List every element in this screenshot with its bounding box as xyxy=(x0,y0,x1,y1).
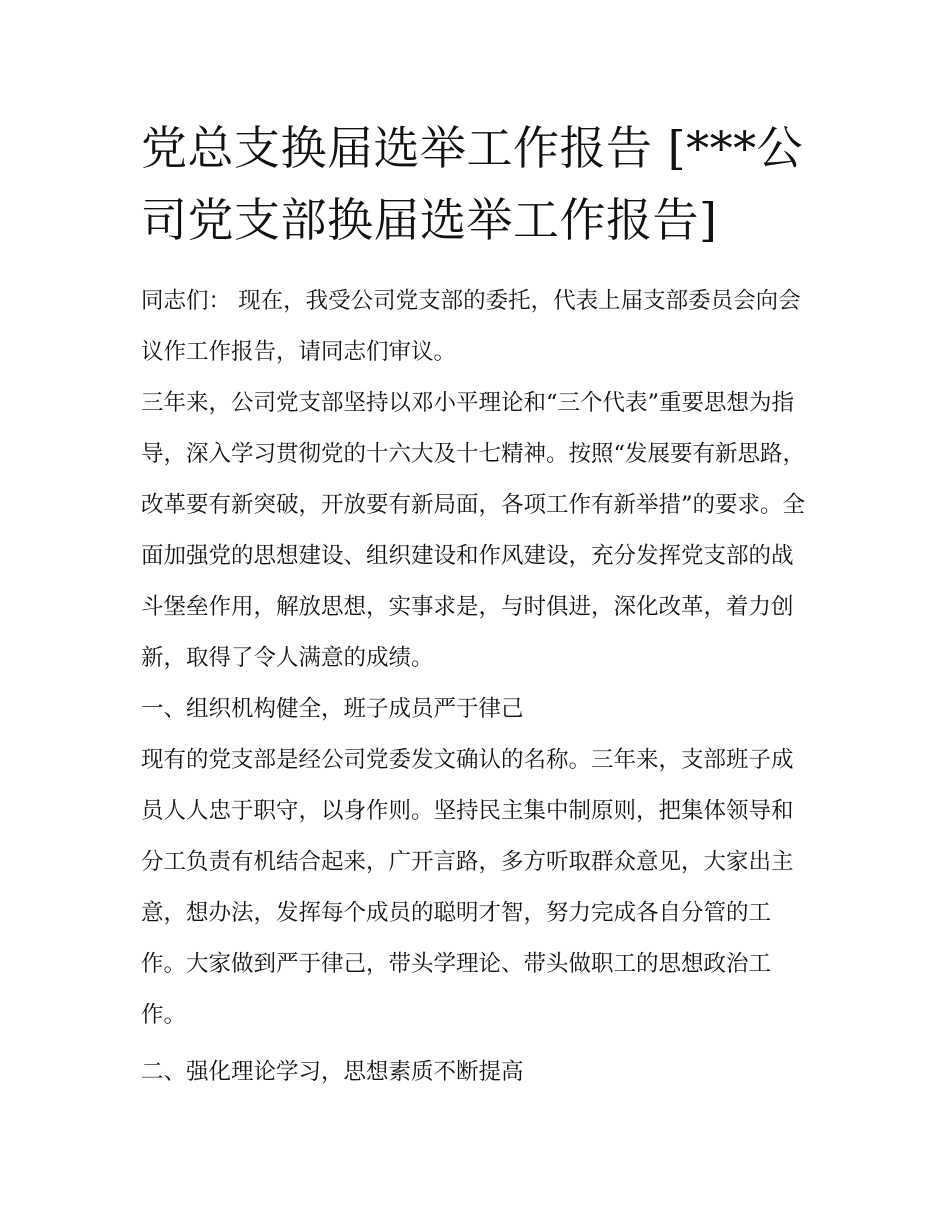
document-body xyxy=(141,276,813,1098)
section-1-paragraph: 现有的党支部是经公司党委发文确认的名称。三年来，支部班子成员人人忠于职守，以身作则。坚持民主集中制原则，把集体领导和分工负责有机结合起来，广开言路，多方听取群众意见，大家出主意，想办法，发挥每个成员的聪明才智，努力完成各自分管的工作。大家做到严于律己，带头学理论、带头做职工的思想政治工作。 xyxy=(141,747,794,1028)
section-heading-2: 二、强化理论学习，思想素质不断提高 xyxy=(141,1059,524,1085)
section-heading-1: 一、组织机构健全，班子成员严于律己 xyxy=(141,696,524,722)
summary-paragraph: 三年来，公司党支部坚持以邓小平理论和“三个代表”重要思想为指导，深入学习贯彻党的十六大及十七精神。按照“发展要有新思路，改革要有新突破，开放要有新局面，各项工作有新举措”的要求。全面加强党的思想建设、组织建设和作风建设，充分发挥党支部的战斗堡垒作用，解放思想，实事求是，与时俱进，深化改革，着力创新，取得了令人满意的成绩。 xyxy=(141,390,806,671)
document-title: 党总支换届选举工作报告 [***公司党支部换届选举工作报告] xyxy=(141,121,804,247)
intro-paragraph: 同志们： 现在，我受公司党支部的委托，代表上届支部委员会向会议作工作报告，请同志们审议。 xyxy=(141,288,801,365)
document-content xyxy=(141,112,813,1098)
